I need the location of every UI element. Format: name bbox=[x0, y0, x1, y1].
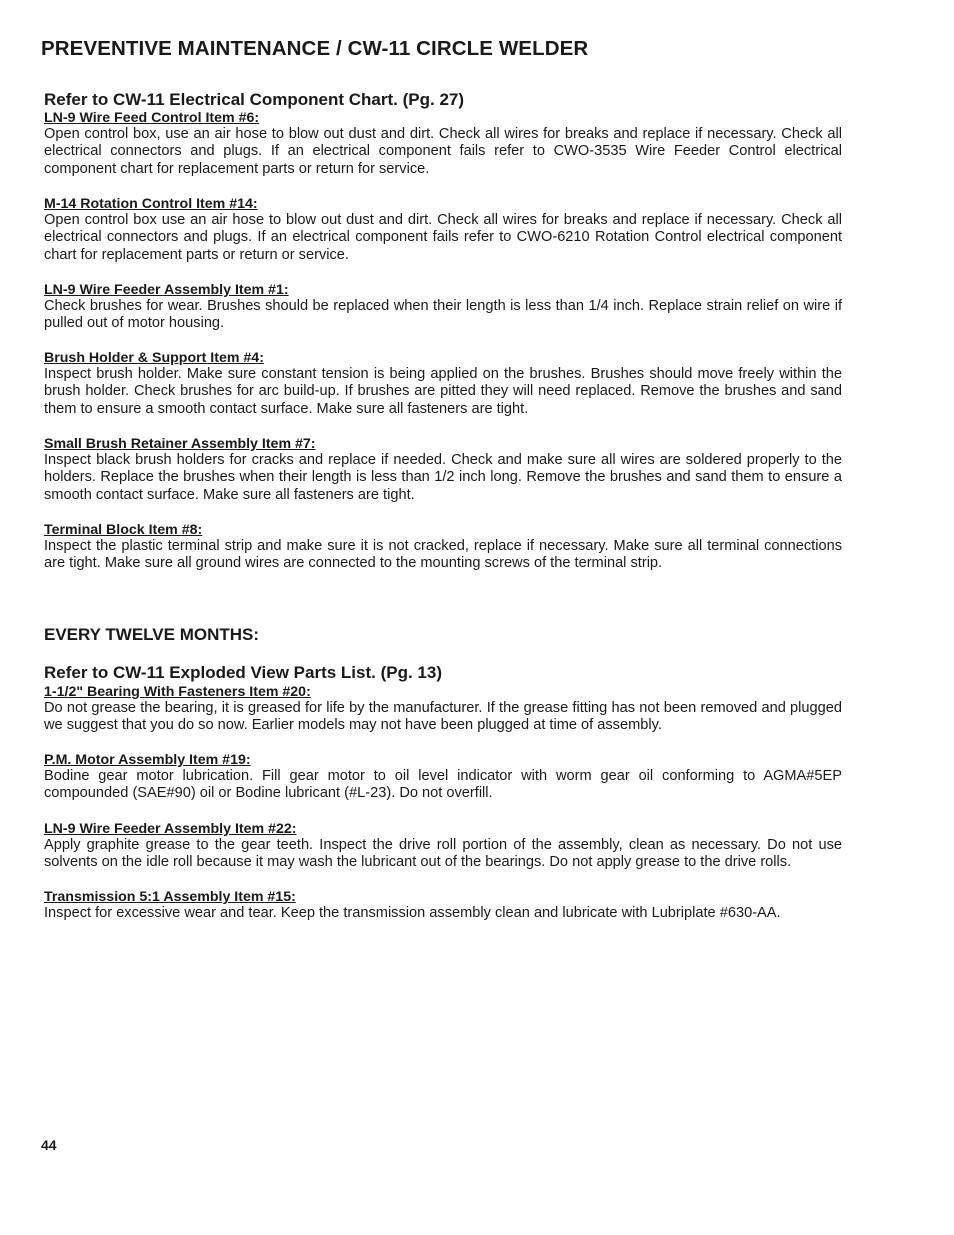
item-wire-feeder-assembly bbox=[44, 282, 842, 333]
item-body: Inspect the plastic terminal strip and make sure it is not cracked, replace if necessary. Make sure all terminal connections are tight. Make sure all ground wires are connected to the mounting screws of the terminal strip. bbox=[44, 538, 842, 572]
item-title: Small Brush Retainer Assembly Item #7: bbox=[44, 436, 316, 452]
item-title: Brush Holder & Support Item #4: bbox=[44, 350, 264, 366]
page-number: 44 bbox=[41, 1137, 57, 1153]
item-body: Inspect black brush holders for cracks and replace if needed. Check and make sure all wires are soldered properly to the holders. Replace the brushes when their length is less than 1/2 inch long. Remove the brushes and sand them to ensure a smooth contact surface. Make sure all fasteners are tight. bbox=[44, 452, 842, 503]
item-rotation-control bbox=[44, 196, 842, 264]
item-title: P.M. Motor Assembly Item #19: bbox=[44, 752, 251, 768]
section-heading-exploded-view: Refer to CW-11 Exploded View Parts List. (Pg. 13) bbox=[44, 663, 442, 682]
item-body: Inspect for excessive wear and tear. Keep the transmission assembly clean and lubricate with Lubriplate #630-AA. bbox=[44, 905, 781, 921]
item-terminal-block bbox=[44, 522, 842, 573]
item-title: LN-9 Wire Feeder Assembly Item #1: bbox=[44, 282, 289, 298]
item-title: LN-9 Wire Feed Control Item #6: bbox=[44, 110, 260, 126]
item-small-brush-retainer bbox=[44, 436, 842, 504]
section-exploded-heading-block bbox=[44, 663, 842, 683]
item-body: Check brushes for wear. Brushes should be replaced when their length is less than 1/4 inch. Replace strain relief on wire if pulled out of motor housing. bbox=[44, 298, 842, 332]
section-electrical-heading-block bbox=[44, 90, 842, 110]
item-wire-feed-control bbox=[44, 110, 842, 178]
item-body: Open control box, use an air hose to blow out dust and dirt. Check all wires for breaks and replace if necessary. Check all electrical connectors and plugs. If an electrical component fails refer to CWO-3535 Wire Feeder Control electrical component chart for replacement parts or return for service. bbox=[44, 126, 842, 177]
item-body: Inspect brush holder. Make sure constant tension is being applied on the brushes. Brushes should move freely within the brush holder. Check brushes for arc build-up. If brushes are pitted they will need replaced. Remove the brushes and sand them to ensure a smooth contact surface. Make sure all fasteners are tight. bbox=[44, 366, 842, 417]
item-brush-holder-support bbox=[44, 350, 842, 418]
period-heading-block bbox=[44, 625, 842, 645]
item-title: 1-1/2" Bearing With Fasteners Item #20: bbox=[44, 684, 311, 700]
section-heading-electrical: Refer to CW-11 Electrical Component Chart. (Pg. 27) bbox=[44, 90, 465, 109]
item-transmission-assembly bbox=[44, 889, 842, 922]
item-title: M-14 Rotation Control Item #14: bbox=[44, 196, 258, 212]
item-title: Terminal Block Item #8: bbox=[44, 522, 203, 538]
item-pm-motor-assembly bbox=[44, 752, 842, 803]
item-title: Transmission 5:1 Assembly Item #15: bbox=[44, 889, 296, 905]
period-heading: EVERY TWELVE MONTHS: bbox=[44, 625, 260, 644]
item-body: Bodine gear motor lubrication. Fill gear motor to oil level indicator with worm gear oil conforming to AGMA#5EP compounded (SAE#90) oil or Bodine lubricant (#L-23). Do not overfill. bbox=[44, 768, 842, 802]
page-title: PREVENTIVE MAINTENANCE / CW-11 CIRCLE WELDER bbox=[41, 37, 589, 60]
item-body: Apply graphite grease to the gear teeth. Inspect the drive roll portion of the assembly, clean as necessary. Do not use solvents on the idle roll because it may wash the lubricant out of the bearings. Do not apply grease to the drive rolls. bbox=[44, 837, 842, 871]
item-title: LN-9 Wire Feeder Assembly Item #22: bbox=[44, 821, 297, 837]
item-body: Open control box use an air hose to blow out dust and dirt. Check all wires for breaks and replace if necessary. Check all electrical connectors and plugs. If an electrical component fails refer to CWO-6210 Rotation Control electrical component chart for replacement parts or return or service. bbox=[44, 212, 842, 263]
item-body: Do not grease the bearing, it is greased for life by the manufacturer. If the grease fitting has not been removed and plugged we suggest that you do so now. Earlier models may not have been plugged at time of assembly. bbox=[44, 700, 842, 734]
item-bearing-fasteners bbox=[44, 684, 842, 735]
item-wire-feeder-assembly-22 bbox=[44, 821, 842, 872]
